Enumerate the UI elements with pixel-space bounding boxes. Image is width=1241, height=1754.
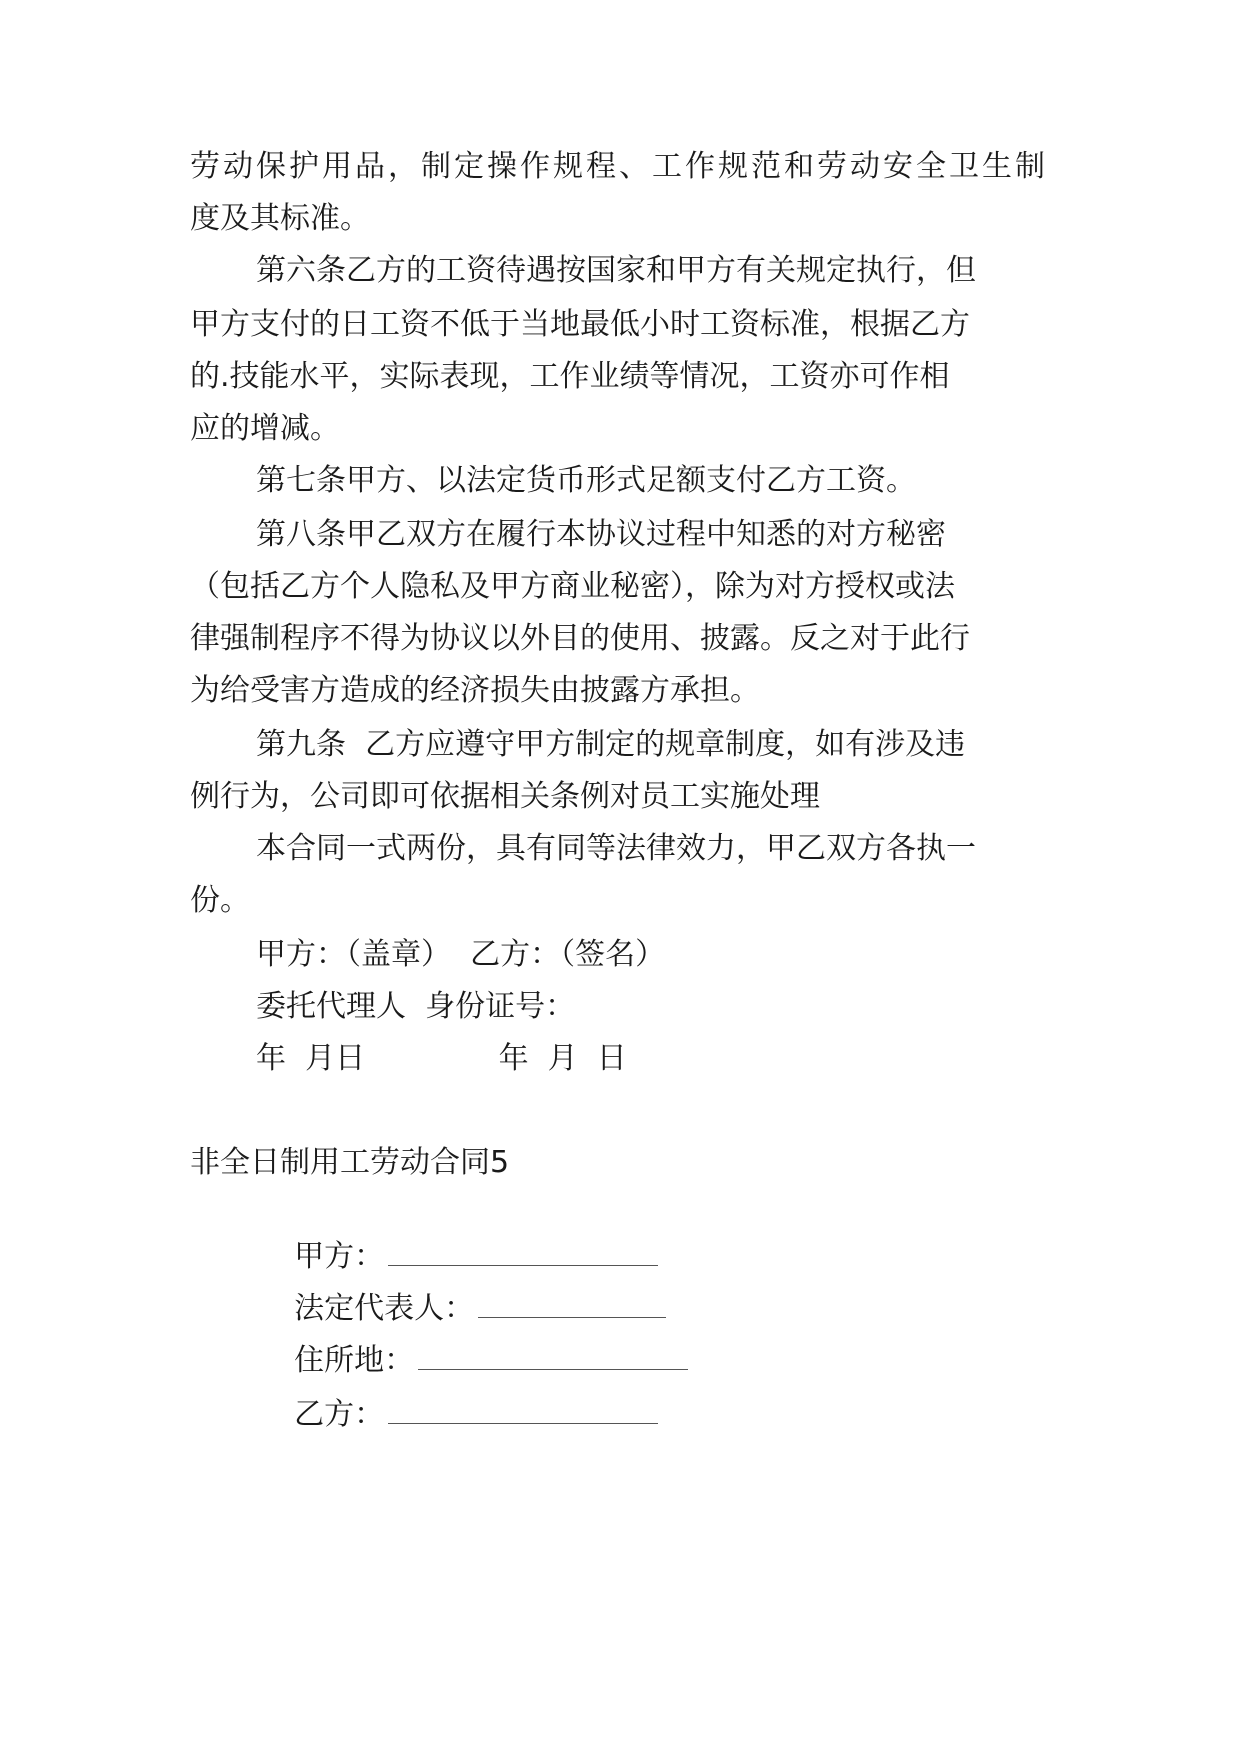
glyph: 规	[553, 149, 583, 184]
text-line: 第六条乙方的工资待遇按国家和甲方有关规定执行，但	[256, 253, 976, 288]
glyph: 品	[355, 149, 385, 184]
field-label: 住所地：	[294, 1343, 415, 1378]
copies-clause-line-2: 份。	[190, 883, 250, 918]
glyph: ，	[388, 149, 418, 184]
glyph: 规	[718, 149, 748, 184]
glyph: 操	[487, 149, 517, 184]
glyph: 全	[916, 149, 946, 184]
contract-5-title: 非全日制用工劳动合同5	[190, 1145, 510, 1180]
article-6-line-3: 的.技能水平，实际表现，工作业绩等情况，工资亦可作相	[190, 359, 950, 394]
glyph: 用	[322, 149, 352, 184]
glyph: 工	[652, 149, 682, 184]
glyph: 安	[883, 149, 913, 184]
party-b-blank[interactable]	[388, 1397, 658, 1424]
paragraph-line: 度及其标准。	[190, 201, 370, 236]
field-label: 甲方：	[294, 1239, 385, 1274]
glyph: 程	[586, 149, 616, 184]
glyph: 动	[223, 149, 253, 184]
glyph: 劳	[190, 149, 220, 184]
article-8-line-2: （包括乙方个人隐私及甲方商业秘密），除为对方授权或法	[190, 569, 955, 604]
glyph: 定	[454, 149, 484, 184]
article-9-line-1: 第九条 乙方应遵守甲方制定的规章制度，如有涉及违	[256, 727, 966, 762]
party-a-field	[256, 1197, 658, 1274]
field-label: 法定代表人：	[294, 1291, 475, 1326]
field-label: 乙方：	[294, 1397, 385, 1432]
glyph: 卫	[949, 149, 979, 184]
glyph: 、	[619, 149, 649, 184]
glyph: 动	[850, 149, 880, 184]
copies-clause-line-1: 本合同一式两份，具有同等法律效力，甲乙双方各执一	[256, 831, 976, 866]
article-8-line-1: 第八条甲乙双方在履行本协议过程中知悉的对方秘密	[256, 517, 946, 552]
article-8-line-4: 为给受害方造成的经济损失由披露方承担。	[190, 673, 760, 708]
glyph: 护	[289, 149, 319, 184]
glyph: 保	[256, 149, 286, 184]
article-9-line-2: 例行为，公司即可依据相关条例对员工实施处理	[190, 779, 820, 814]
party-b-field	[256, 1355, 658, 1432]
glyph: 作	[685, 149, 715, 184]
glyph: 劳	[817, 149, 847, 184]
article-7-line-1: 第七条甲方、以法定货币形式足额支付乙方工资。	[256, 463, 916, 498]
article-6-line-4: 应的增减。	[190, 411, 340, 446]
signature-date-line: 年 月日 年 月 日	[256, 1041, 627, 1076]
glyph: 生	[982, 149, 1012, 184]
article-6-line-2: 甲方支付的日工资不低于当地最低小时工资标准，根据乙方	[190, 307, 970, 342]
glyph: 作	[520, 149, 550, 184]
article-8-line-3: 律强制程序不得为协议以外目的使用、披露。反之对于此行	[190, 621, 970, 656]
glyph: 和	[784, 149, 814, 184]
signature-agent-line: 委托代理人 身份证号：	[256, 989, 576, 1024]
address-field	[256, 1301, 688, 1378]
signature-party-line: 甲方：（盖章） 乙方：（签名）	[256, 937, 666, 972]
glyph: 范	[751, 149, 781, 184]
glyph: 制	[421, 149, 451, 184]
glyph: 制	[1015, 149, 1045, 184]
paragraph-line	[190, 147, 1045, 187]
legal-representative-field	[256, 1249, 666, 1326]
article-6-line-1	[256, 251, 1045, 291]
